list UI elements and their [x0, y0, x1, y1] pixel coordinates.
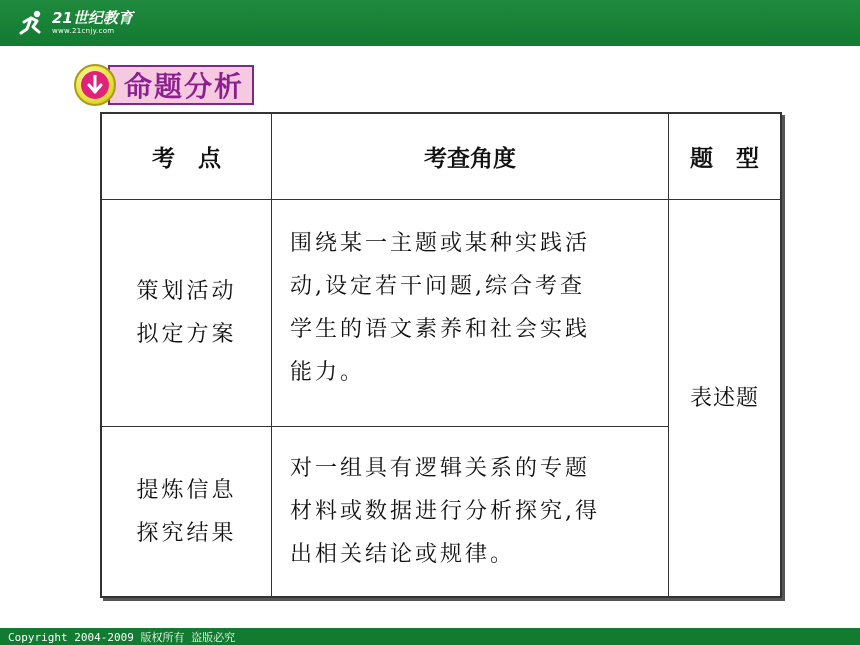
down-arrow-icon: [86, 75, 104, 95]
footer-bar: [0, 628, 860, 645]
runner-logo-icon: [18, 8, 48, 38]
header-bar: [0, 0, 860, 46]
row2-angle-line1: 对一组具有逻辑关系的专题: [290, 456, 591, 481]
section-title: 命题分析: [124, 70, 245, 103]
arrow-badge: [74, 64, 116, 106]
row2-angle-line2: 材料或数据进行分析探究,得: [290, 499, 600, 524]
logo-url-text: www.21cnjy.com: [52, 27, 115, 35]
logo-brand-text: 21世纪教育: [52, 9, 133, 27]
header-cell-angle: [272, 114, 669, 200]
table-row-2-angle: [272, 427, 669, 596]
table-type-cell: [669, 200, 780, 596]
header-cell-type: [669, 114, 780, 200]
copyright-text: Copyright 2004-2009 版权所有 盗版必究: [8, 631, 236, 644]
row1-angle-line2: 动,设定若干问题,综合考查: [290, 274, 585, 299]
row1-angle-line4: 能力。: [290, 360, 366, 385]
header-angle-label: 考查角度: [424, 145, 516, 172]
header-cell-point: [102, 114, 272, 200]
row1-point-line2: 拟定方案: [136, 322, 237, 347]
header-type-label: 题 型: [690, 145, 759, 172]
row1-angle-line1: 围绕某一主题或某种实践活: [290, 231, 591, 256]
table-row-2-point: [102, 427, 272, 596]
row1-point-line1: 策划活动: [136, 279, 237, 304]
row2-point-line2: 探究结果: [136, 520, 237, 546]
row1-angle-line3: 学生的语文素养和社会实践: [290, 317, 591, 342]
type-label: 表述题: [689, 385, 759, 411]
header-point-label: 考 点: [152, 145, 221, 172]
title-box: [108, 65, 254, 105]
analysis-table: [100, 112, 782, 598]
row2-point-line1: 提炼信息: [136, 477, 237, 503]
row2-angle-line3: 出相关结论或规律。: [290, 542, 516, 567]
section-heading: [74, 62, 254, 108]
site-logo[interactable]: [18, 6, 133, 40]
table-row-1-angle: [272, 200, 669, 427]
table-row-1-point: [102, 200, 272, 427]
